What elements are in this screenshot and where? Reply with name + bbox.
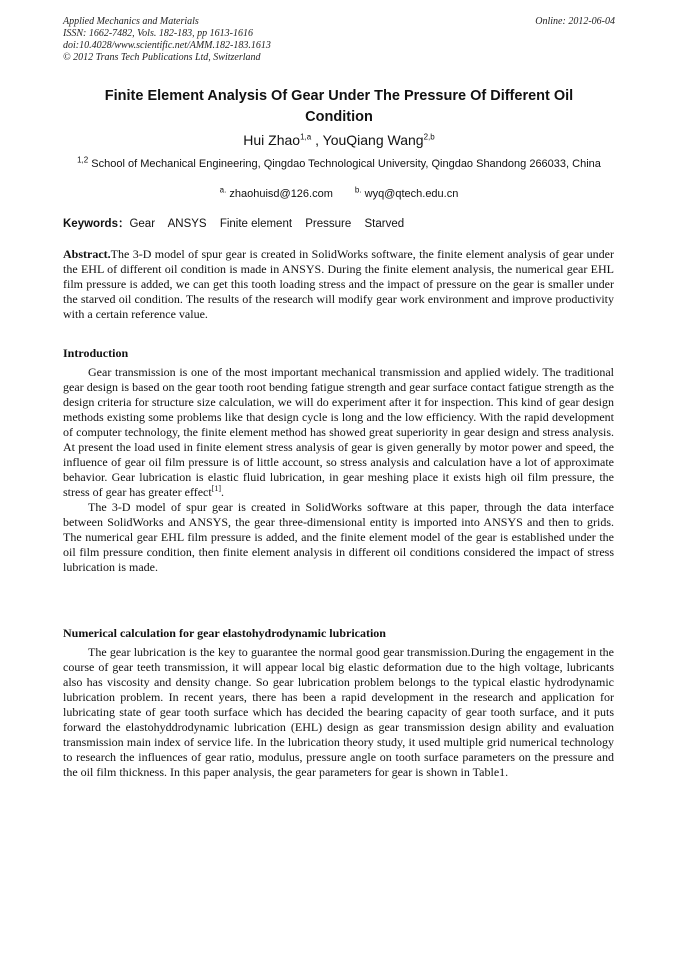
abstract-text: The 3-D model of spur gear is created in SolidWorks software, the finite element analysis of gear under the EHL of different oil condition is made in ANSYS. During the finite element analysis, the numerical gear EHL film pressure is added, we can get this tooth loading stress and the impact of pressure on the gear is smaller under the starved oil condition. The results of the research will modify gear work environment and improve productivity with a certain reference value. [63, 247, 614, 321]
keyword: Pressure [305, 218, 352, 230]
publication-header [63, 16, 271, 64]
introduction-body [63, 365, 614, 575]
doi-line: doi:10.4028/www.scientific.net/AMM.182-183.1613 [63, 40, 271, 51]
email-line [63, 187, 615, 201]
introduction-heading: Introduction [63, 346, 129, 360]
keyword: Starved [364, 218, 405, 230]
citation-ref[interactable]: [1] [211, 484, 222, 493]
introduction-paragraph-1 [63, 365, 614, 500]
author-line [63, 131, 615, 149]
author-1: Hui Zhao [243, 132, 301, 148]
affiliation [63, 157, 615, 171]
paper-title: Finite Element Analysis Of Gear Under The Pressure Of Different Oil Condition [104, 88, 574, 125]
affiliation-sup: 1,2 [77, 155, 89, 165]
email-a[interactable]: zhaohuisd@126.com [229, 188, 333, 200]
email-b[interactable]: wyq@qtech.edu.cn [364, 188, 459, 200]
email-b-sup: b. [354, 185, 362, 195]
numerical-heading: Numerical calculation for gear elastohydrodynamic lubrication [63, 626, 386, 640]
author-2-sup: 2,b [423, 132, 435, 142]
journal-name: Applied Mechanics and Materials [63, 16, 199, 27]
keyword: ANSYS [167, 218, 207, 230]
copyright-line: © 2012 Trans Tech Publications Ltd, Switzerland [63, 52, 261, 63]
author-1-sup: 1,a [300, 132, 312, 142]
online-date: Online: 2012-06-04 [535, 16, 615, 27]
author-2: YouQiang Wang [322, 132, 424, 148]
abstract-label: Abstract. [63, 247, 111, 261]
keyword: Gear [129, 218, 156, 230]
keywords-label: Keywords： [63, 218, 130, 230]
author-separator: , [311, 132, 323, 148]
numerical-paragraph-1: The gear lubrication is the key to guarantee the normal good gear transmission.During the engagement in the course of gear teeth transmission, it will appear local big elastic deformation due to the high voltage, lubricants also has viscosity and density change. So gear lubrication problem belongs to the typical elastic hydrodynamic lubrication problem. In recent years, there has been a rapid development in the research and application for lubricating state of gear tooth surface which has decided the bearing capacity of gear tooth surface, and it puts forward the elastohyddrodynamic lubrication (EHL) design as gear transmission design ability and evaluation transmission main index of service life. In the lubrication theory study, it used multiple grid numerical technology to research the influences of gear ratio, modulus, pressure angle on tooth surface parameters on the pressure and the oil film thickness. In this paper analysis, the gear parameters for gear is shown in Table1. [63, 645, 614, 779]
keywords-line [63, 217, 414, 231]
email-a-sup: a. [219, 185, 227, 195]
keyword: Finite element [219, 218, 293, 230]
intro-p1-text: Gear transmission is one of the most important mechanical transmission and applied widely. The traditional gear design is based on the gear tooth root bending fatigue strength and gear surface contact fatigue strength as the design criteria for structure size calculation, we will do experiment after it for inspection. This kind of gear design methods existing some problems like that design cycle is long and the low efficiency. With the rapid development of computer technology, the finite element method has showed great superiority in gear design and stress analysis. At present the load used in finite element stress analysis of gear is given generally by motor power and speed, the influence of gear oil film pressure is of little account, so stress analysis and calculation have a lot of approximate behavior. Gear lubrication is elastic fluid lubrication, in gear meshing place it exists high oil film pressure, the stress of gear has greater effect [63, 365, 614, 499]
affiliation-text: School of Mechanical Engineering, Qingdao Technological University, Qingdao Shandong 266033, China [91, 158, 601, 170]
intro-p1-end: . [221, 485, 225, 499]
introduction-paragraph-2: The 3-D model of spur gear is created in SolidWorks software at this paper, through the data interface between SolidWorks and ANSYS, the gear three-dimensional entity is imported into ANSYS and then to grids. The numerical gear EHL film pressure is added, and the finite element model of the gear is established under the oil film pressure condition, then finite element analysis in different oil conditions considered the impact of stress lubrication is made. [63, 500, 614, 574]
numerical-body [63, 645, 614, 780]
issn-line: ISSN: 1662-7482, Vols. 182-183, pp 1613-1616 [63, 28, 253, 39]
abstract [63, 247, 614, 322]
